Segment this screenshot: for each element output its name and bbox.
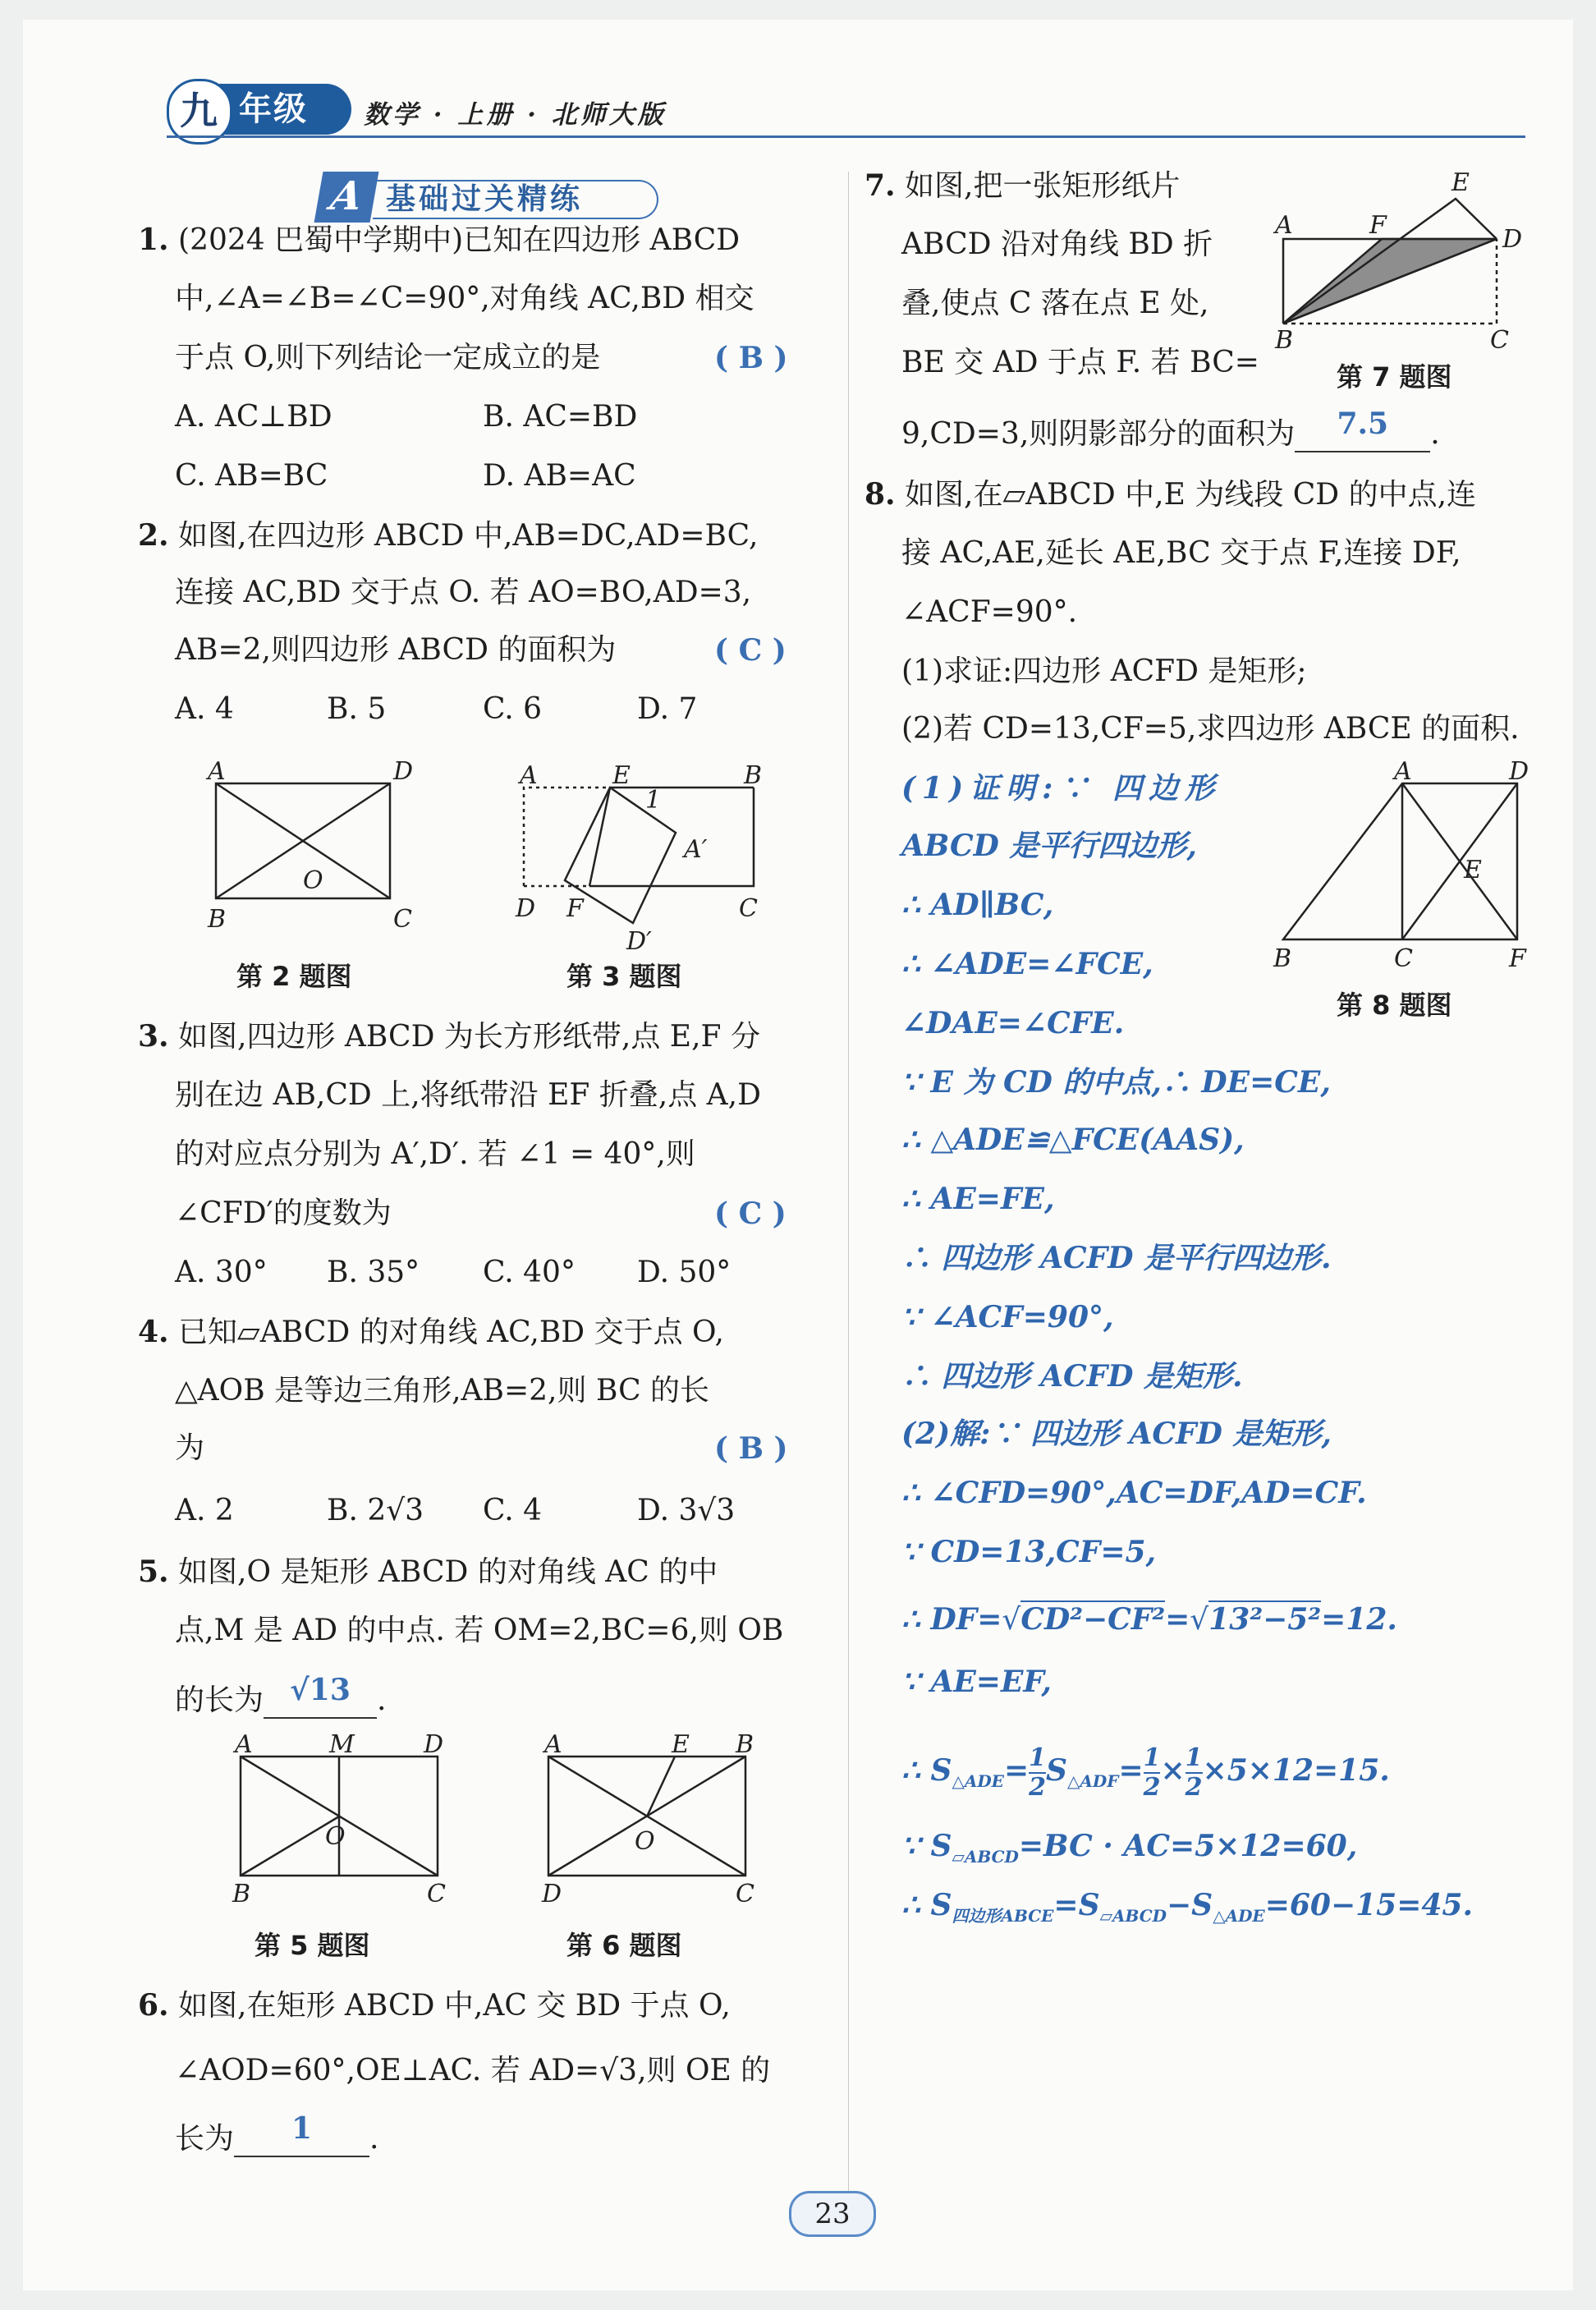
q2-option-b: B. 5 [327, 692, 387, 726]
section-badge: A [314, 172, 379, 223]
fig2-label-c: C [393, 905, 412, 934]
q5-answer-blank: √13 [264, 1680, 377, 1719]
q7-answer-blank: 7.5 [1295, 414, 1430, 452]
fig8-label-c: C [1394, 944, 1413, 973]
q2-line2: 连接 AC,BD 交于点 O. 若 AO=BO,AD=3, [175, 576, 752, 609]
fig3-label-e: E [612, 761, 631, 790]
fig5-label-d: D [424, 1730, 444, 1759]
page-number: 23 [789, 2191, 876, 2237]
fig3-label-a: A [520, 761, 538, 790]
fig2-caption: 第 2 题图 [236, 961, 352, 992]
sol-line7: ∴ △ADE≌△FCE(AAS), [901, 1123, 1245, 1157]
sol-line1: (1)证明:∵ 四边形 [901, 771, 1221, 806]
fig5-label-m: M [329, 1730, 355, 1759]
sol-line8: ∴ AE=FE, [901, 1182, 1055, 1216]
sol-line10: ∵ ∠ACF=90°, [901, 1300, 1114, 1334]
q8-part2: (2)若 CD=13,CF=5,求四边形 ABCE 的面积. [901, 712, 1520, 746]
q1-option-a: A. AC⊥BD [175, 400, 332, 434]
fig2-label-o: O [303, 866, 323, 895]
sol-line16: ∵ AE=EF, [901, 1665, 1052, 1699]
q1-line1: 1. (2024 巴蜀中学期中)已知在四边形 ABCD [138, 223, 741, 257]
fig2-label-b: B [208, 905, 227, 934]
fig8-outline [1283, 783, 1517, 939]
q7-line1: 7. 如图,把一张矩形纸片 [864, 168, 1181, 203]
q4-line2: △AOB 是等边三角形,AB=2,则 BC 的长 [175, 1374, 710, 1408]
q2-answer: ( C ) [714, 633, 787, 668]
q5-line3: 的长为 √13 . [175, 1673, 387, 1717]
fig7-label-e: E [1452, 168, 1470, 197]
q4-option-a: A. 2 [175, 1494, 234, 1527]
sol-line17: ∴ $S_{\triangle ADE}=$ $\frac{1}{2}$ $S_{\triangle ADF}=$ $\frac{1}{2}$ × $\frac{1}{2}$ ×5×12=15. [901, 1743, 1390, 1802]
q8-line2: 接 AC,AE,延长 AE,BC 交于点 F,连接 DF, [901, 536, 1461, 570]
sol-line11: ∴ 四边形 ACFD 是矩形. [901, 1359, 1243, 1394]
fig7-label-a: A [1275, 211, 1293, 240]
q5-line1: 5. 如图,O 是矩形 ABCD 的对角线 AC 的中 [138, 1555, 718, 1589]
fig3-caption: 第 3 题图 [566, 961, 682, 992]
q3-option-d: D. 50° [637, 1256, 732, 1289]
q3-option-a: A. 30° [175, 1256, 268, 1289]
fig3-label-dp: D′ [626, 927, 652, 956]
sol-line19: ∴ $S_{四边形ABCE}=S_{▱ABCD}-S_{\triangle ADE}=60-15=45$. [901, 1888, 1474, 1927]
sol-line15: ∴ DF=√CD²−CF²=√13²−5²=12. [901, 1602, 1397, 1637]
q2-line1: 2. 如图,在四边形 ABCD 中,AB=DC,AD=BC, [138, 518, 759, 553]
fig6-label-c: C [736, 1880, 754, 1908]
fig3-label-f: F [566, 894, 584, 923]
q4-line3: 为 [175, 1431, 205, 1465]
q3-line4: ∠CFD′的度数为 [175, 1196, 392, 1230]
q7-line4: BE 交 AD 于点 F. 若 BC= [901, 346, 1259, 379]
page [23, 20, 1573, 2290]
fig6-label-b: B [736, 1730, 754, 1759]
q3-option-b: B. 35° [327, 1256, 420, 1289]
q4-answer: ( B ) [714, 1431, 788, 1466]
q2-option-a: A. 4 [175, 692, 234, 726]
fig7-label-f: F [1369, 211, 1387, 240]
q1-answer: ( B ) [714, 341, 788, 375]
fig5-caption: 第 5 题图 [255, 1930, 370, 1961]
q3-option-c: C. 40° [483, 1256, 576, 1289]
header-rule [167, 135, 1525, 138]
fig2-label-d: D [393, 757, 414, 786]
fig3-edge-bcf [589, 788, 754, 886]
grade-badge [175, 84, 351, 135]
sol-line2: ABCD 是平行四边形, [901, 829, 1197, 863]
fig6-label-e: E [672, 1730, 690, 1759]
q3-line1: 3. 如图,四边形 ABCD 为长方形纸带,点 E,F 分 [138, 1019, 760, 1054]
grade-number: 九 [167, 79, 232, 145]
sol-line5: ∠DAE=∠CFE. [901, 1006, 1125, 1040]
fig8-label-e: E [1464, 856, 1482, 884]
fig3-label-d: D [516, 894, 536, 923]
fig2-label-a: A [208, 757, 226, 786]
figure-5 [212, 1728, 458, 1917]
fig8-label-a: A [1394, 757, 1412, 786]
q6-line2: ∠AOD=60°,OE⊥AC. 若 AD=√3,则 OE 的 [175, 2054, 771, 2087]
fig6-label-a: A [544, 1730, 562, 1759]
q1-option-d: D. AB=AC [483, 459, 636, 493]
fig6-caption: 第 6 题图 [566, 1930, 682, 1961]
q3-line2: 别在边 AB,CD 上,将纸带沿 EF 折叠,点 A,D [175, 1078, 761, 1112]
section-title-text: 基础过关精练 [373, 180, 658, 219]
fig6-label-o: O [635, 1827, 655, 1856]
column-divider [848, 172, 849, 2200]
fig3-label-angle1: 1 [645, 786, 662, 815]
q2-line3: AB=2,则四边形 ABCD 的面积为 [175, 633, 617, 667]
q8-line3: ∠ACF=90°. [901, 595, 1078, 629]
fig5-label-o: O [325, 1822, 346, 1851]
figure-7 [1259, 159, 1546, 356]
fig8-label-f: F [1509, 944, 1526, 973]
sol-line13: ∴ ∠CFD=90°,AC=DF,AD=CF. [901, 1476, 1367, 1510]
q7-line2: ABCD 沿对角线 BD 折 [901, 227, 1213, 261]
q1-option-b: B. AC=BD [483, 400, 638, 434]
grade-label: 年级 [239, 90, 308, 128]
sol-line4: ∴ ∠ADE=∠FCE, [901, 947, 1153, 981]
fig8-label-d: D [1509, 757, 1530, 786]
fig3-label-ap: A′ [684, 835, 708, 864]
sol-line3: ∴ AD∥BC, [901, 888, 1054, 922]
q5-line2: 点,M 是 AD 的中点. 若 OM=2,BC=6,则 OB [175, 1614, 784, 1647]
q4-option-c: C. 4 [483, 1494, 543, 1527]
sol-line18: ∵ $S_{▱ABCD}=BC \cdot AC=5\times 12=60$, [901, 1829, 1358, 1867]
q4-option-d: D. 3√3 [637, 1494, 736, 1527]
q8-line1: 8. 如图,在▱ABCD 中,E 为线段 CD 的中点,连 [864, 477, 1477, 512]
q7-line5: 9,CD=3,则阴影部分的面积为 7.5 . [901, 406, 1440, 451]
fig7-label-d: D [1502, 225, 1523, 254]
page-number-badge [774, 2188, 889, 2237]
fig5-label-a: A [235, 1730, 253, 1759]
book-subtitle: 数学 · 上册 · 北师大版 [364, 100, 667, 130]
fig3-dashed-ad [524, 788, 610, 886]
q3-answer: ( C ) [714, 1196, 787, 1231]
fig7-caption: 第 7 题图 [1337, 361, 1452, 393]
fig5-label-b: B [232, 1880, 251, 1908]
q8-part1: (1)求证:四边形 ACFD 是矩形; [901, 654, 1307, 688]
q2-option-c: C. 6 [483, 692, 543, 726]
q1-line2: 中,∠A=∠B=∠C=90°,对角线 AC,BD 相交 [175, 282, 754, 315]
figure-2 [191, 755, 438, 952]
sol-line12: (2)解:∵ 四边形 ACFD 是矩形, [901, 1417, 1332, 1451]
figure-8 [1259, 755, 1546, 993]
figure-6 [524, 1728, 770, 1917]
q2-option-d: D. 7 [637, 692, 698, 726]
sol-line14: ∵ CD=13,CF=5, [901, 1535, 1157, 1569]
q4-line1: 4. 已知▱ABCD 的对角线 AC,BD 交于点 O, [138, 1315, 724, 1349]
q1-option-c: C. AB=BC [175, 459, 328, 493]
fig3-fold-ef [589, 788, 610, 886]
fig8-label-b: B [1273, 944, 1292, 973]
q4-option-b: B. 2√3 [327, 1494, 424, 1527]
fig3-label-b: B [744, 761, 763, 790]
q1-line3: 于点 O,则下列结论一定成立的是 [175, 341, 601, 374]
fig7-label-b: B [1275, 326, 1294, 355]
q7-line3: 叠,使点 C 落在点 E 处, [901, 287, 1209, 320]
sol-line9: ∴ 四边形 ACFD 是平行四边形. [901, 1241, 1332, 1275]
q6-line1: 6. 如图,在矩形 ABCD 中,AC 交 BD 于点 O, [138, 1988, 731, 2023]
fig5-segment-bo [241, 1816, 339, 1876]
sol-line6: ∵ E 为 CD 的中点,∴ DE=CE, [901, 1065, 1331, 1100]
q6-answer-blank: 1 [234, 2119, 369, 2157]
fig3-label-c: C [739, 894, 758, 923]
fig6-label-d: D [542, 1880, 562, 1908]
figure-3 [499, 751, 778, 956]
fig5-label-c: C [427, 1880, 446, 1908]
q6-line3: 长为 1 . [175, 2111, 379, 2156]
q3-line3: 的对应点分别为 A′,D′. 若 ∠1 = 40°,则 [175, 1137, 695, 1171]
fig8-caption: 第 8 题图 [1337, 990, 1452, 1021]
fig7-label-c: C [1490, 326, 1509, 355]
